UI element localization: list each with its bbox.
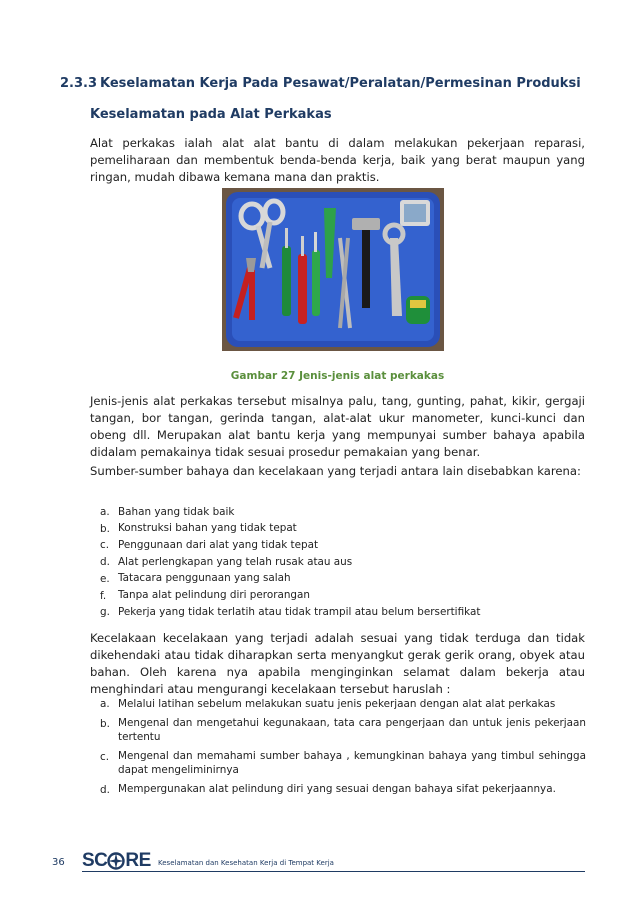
list-marker: g. — [100, 606, 110, 619]
star-icon — [106, 851, 126, 871]
list-item — [100, 716, 586, 746]
list-marker: a. — [100, 506, 110, 518]
footer-divider — [82, 871, 585, 872]
hazard-causes-list — [100, 504, 586, 621]
footer-title: Keselamatan dan Kesehatan Kerja di Tempat Kerja — [158, 859, 334, 867]
list-text: Tatacara penggunaan yang salah — [118, 572, 291, 585]
list-text: Bahan yang tidak baik — [118, 505, 235, 518]
toolbox-photo — [222, 188, 444, 351]
figure-caption: Gambar 27 Jenis-jenis alat perkakas — [230, 370, 445, 382]
logo-text-left: SC — [82, 850, 108, 871]
page-number: 36 — [52, 857, 65, 868]
intro-paragraph: Alat perkakas ialah alat alat bantu di dalam melakukan pekerjaan reparasi, pemeliharaan dan membentuk benda-benda kerja, baik yang berat maupun yang ringan, mudah dibawa kemana mana dan praktis. — [90, 136, 585, 184]
list-marker: c. — [100, 750, 110, 763]
list-item — [100, 521, 586, 538]
list-item — [100, 749, 586, 779]
list-text: Alat perlengkapan yang telah rusak atau aus — [118, 555, 353, 568]
list-text: Mengenal dan mengetahui kegunakaan, tata cara pengerjaan dan untuk jenis pekerjaan tertentu — [118, 717, 586, 743]
list-marker: b. — [100, 717, 110, 730]
list-item — [100, 537, 586, 554]
toolbox-illustration — [222, 188, 444, 351]
list-item — [100, 504, 586, 521]
section-heading — [60, 76, 600, 91]
list-text: Tanpa alat pelindung diri perorangan — [118, 589, 310, 602]
accidents-paragraph: Kecelakaan kecelakaan yang terjadi adalah sesuai yang tidak terduga dan tidak dikehendaki atau tidak diharapkan serta menyangkut gerak gerik orang, obyek atau bahan. Oleh karena nya apabila menginginkan selamat dalam bekerja atau menghindari atau mengurangi kecelakaan tersebut haruslah : — [90, 631, 585, 696]
list-text: Mengenal dan memahami sumber bahaya , kemungkinan bahaya yang timbul sehingga dapat mengeliminirnya — [118, 750, 586, 776]
list-marker: b. — [100, 522, 110, 535]
list-marker: e. — [100, 572, 110, 585]
hazard-sources-paragraph: Sumber-sumber bahaya dan kecelakaan yang terjadi antara lain disebabkan karena: — [90, 464, 581, 478]
list-marker: c. — [100, 539, 110, 552]
list-marker: a. — [100, 698, 110, 710]
list-marker: d. — [100, 783, 110, 796]
list-item — [100, 604, 586, 621]
section-title: Keselamatan Kerja Pada Pesawat/Peralatan/Permesinan Produksi — [100, 76, 581, 91]
list-item — [100, 696, 586, 713]
section-number: 2.3.3 — [60, 76, 98, 91]
list-marker: d. — [100, 556, 110, 569]
list-item — [100, 571, 586, 588]
subsection-title: Keselamatan pada Alat Perkakas — [90, 107, 332, 122]
list-item — [100, 588, 586, 605]
score-logo — [82, 850, 151, 872]
list-marker: f. — [100, 589, 107, 602]
list-item — [100, 554, 586, 571]
list-text: Mempergunakan alat pelindung diri yang sesuai dengan bahaya sifat pekerjaannya. — [118, 783, 556, 796]
tool-types-paragraph: Jenis-jenis alat perkakas tersebut misalnya palu, tang, gunting, pahat, kikir, gergaji tangan, bor tangan, gerinda tangan, alat-alat ukur manometer, kunci-kunci dan obeng dll. Merupakan alat bantu kerja yang mempunyai sumber bahaya apabila didalam pemakainya tidak sesuai prosedur pemakaian yang benar. — [90, 394, 585, 459]
logo-text-right: RE — [125, 850, 151, 871]
list-text: Pekerja yang tidak terlatih atau tidak trampil atau belum bersertifikat — [118, 605, 481, 618]
list-text: Konstruksi bahan yang tidak tepat — [118, 522, 297, 535]
list-text: Melalui latihan sebelum melakukan suatu jenis pekerjaan dengan alat alat perkakas — [118, 697, 556, 710]
list-text: Penggunaan dari alat yang tidak tepat — [118, 538, 319, 551]
list-item — [100, 782, 586, 799]
precautions-list — [100, 696, 586, 801]
